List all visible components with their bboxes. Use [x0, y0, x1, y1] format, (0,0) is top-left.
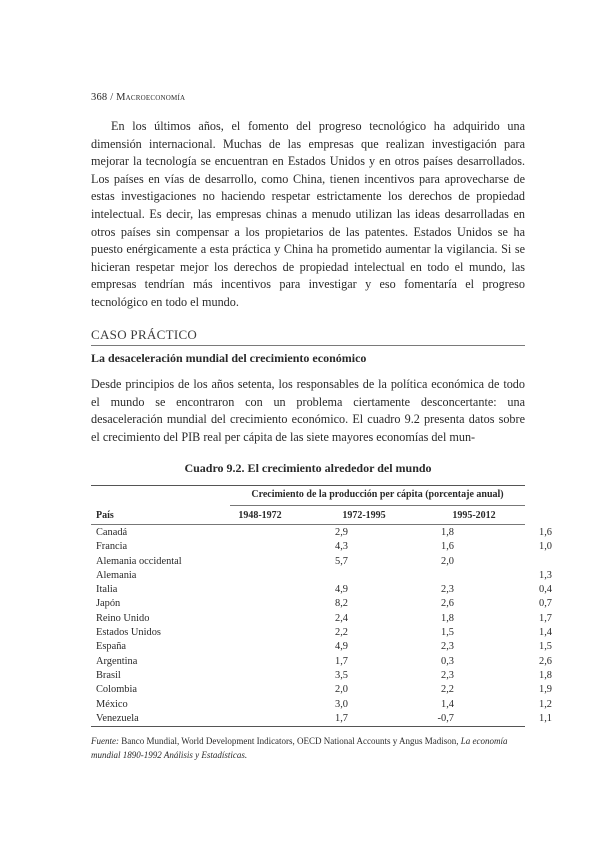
- cell-1948-1972: 2,9: [335, 527, 348, 538]
- cell-1995-2012: 1,1: [539, 712, 552, 724]
- cell-1995-2012: 1,4: [539, 627, 552, 639]
- cell-1948-1972: 1,7: [335, 712, 348, 724]
- cell-1995-2012: 1,3: [539, 569, 552, 581]
- running-header: [91, 92, 185, 103]
- table-title: Cuadro 9.2. El crecimiento alrededor del mundo: [184, 461, 432, 475]
- table-row: [96, 669, 552, 684]
- running-title: Macroeconomía: [116, 92, 186, 103]
- cell-1995-2012: 1,8: [539, 669, 552, 681]
- cell-1972-1995: 2,3: [441, 584, 454, 596]
- cell-1972-1995: 1,8: [441, 612, 454, 624]
- table-row: [96, 698, 552, 713]
- cell-country: Estados Unidos: [96, 627, 161, 639]
- cell-1948-1972: 8,2: [335, 598, 348, 610]
- cell-1972-1995: 1,5: [441, 627, 454, 639]
- section-subtitle: La desaceleración mundial del crecimiento económico: [91, 351, 367, 365]
- table-bottom-rule: [91, 726, 525, 727]
- table-row: [96, 527, 552, 541]
- cell-1995-2012: 1,7: [539, 612, 552, 624]
- cell-1948-1972: 4,3: [335, 541, 348, 553]
- cell-1995-2012: 1,5: [539, 641, 552, 653]
- table-row: [96, 655, 552, 670]
- cell-1948-1972: 4,9: [335, 584, 348, 596]
- col-header-1972-1995: 1972-1995: [342, 510, 386, 521]
- table-row: [96, 612, 552, 627]
- table-row: [96, 684, 552, 698]
- cell-1995-2012: 2,6: [539, 655, 552, 667]
- section-title: CASO PRÁCTICO: [91, 327, 198, 342]
- cell-1948-1972: 3,0: [335, 698, 348, 710]
- body-paragraph-1: En los últimos años, el fomento del progreso tecnológico ha adquirido una dimensión internacional. Muchas de las empresas que realizan investigación para mejorar la tecnología se encuentran en Estados Unidos y en otros países desarrollados. Los países en vías de desarrollo, como China, tienen incentivos para aprovecharse de estas investigaciones no haciendo respetar estrictamente los derechos de propiedad intelectual. Es decir, las empresas chinas a menudo utilizan las ideas desarrolladas en otros países sin compensar a los propietarios de las patentes. Estados Unidos se ha puesto enérgicamente a esta práctica y China ha prometido aumentar la vigilancia. Si se hicieran respetar mejor los derechos de propiedad intelectual en todo el mundo, las empresas tendrían más incentivos para investigar y eso fomentaría el progreso tecnológico en todo el mundo.: [91, 119, 525, 309]
- table-body: [96, 527, 552, 727]
- table-top-rule: [91, 485, 525, 486]
- cell-1948-1972: 3,5: [335, 669, 348, 681]
- cell-1948-1972: 2,0: [335, 684, 348, 696]
- cell-1972-1995: 2,3: [441, 669, 454, 681]
- cell-1972-1995: 1,8: [441, 527, 454, 538]
- cell-country: España: [96, 641, 127, 653]
- cell-country: Alemania occidental: [96, 555, 182, 567]
- cell-country: Venezuela: [96, 712, 139, 724]
- table-row: [96, 712, 552, 727]
- cell-1972-1995: 1,6: [441, 541, 454, 553]
- table-row: [96, 598, 552, 612]
- col-header-1995-2012: 1995-2012: [452, 510, 496, 521]
- table-group-header: Crecimiento de la producción per cápita (porcentaje anual): [251, 489, 504, 500]
- table-row: [96, 641, 552, 655]
- cell-1972-1995: -0,7: [437, 712, 454, 724]
- table-header-rule: [91, 524, 525, 525]
- table-row: [96, 627, 552, 641]
- cell-1972-1995: 2,6: [441, 598, 454, 610]
- cell-country: Brasil: [96, 669, 121, 681]
- header-separator: /: [110, 92, 114, 103]
- cell-1972-1995: 0,3: [441, 655, 454, 667]
- table-source-note: [91, 734, 525, 762]
- cell-1972-1995: 2,2: [441, 684, 454, 696]
- cell-1948-1972: 2,4: [335, 612, 348, 624]
- source-text: Banco Mundial, World Development Indicators, OECD National Accounts y Angus Madison,: [121, 736, 459, 746]
- table-group-rule: [230, 505, 525, 506]
- cell-country: Reino Unido: [96, 612, 150, 624]
- cell-1995-2012: 1,9: [539, 684, 552, 696]
- cell-1995-2012: 1,0: [539, 541, 552, 553]
- cell-1948-1972: 5,7: [335, 555, 348, 567]
- cell-1995-2012: 0,7: [539, 598, 552, 610]
- cell-1948-1972: 2,2: [335, 627, 348, 639]
- table-row: [96, 556, 525, 570]
- col-header-country: País: [96, 510, 114, 521]
- cell-country: Colombia: [96, 684, 137, 696]
- body-paragraph-2: Desde principios de los años setenta, los responsables de la política económica de todo el mundo se encontraron con un problema ciertamente desconcertante: una desaceleración mundial del crecimiento económico. El cuadro 9.2 presenta datos sobre el crecimiento del PIB real per cápita de las siete mayores economías del mun-: [91, 377, 525, 444]
- cell-1995-2012: 1,2: [539, 698, 552, 710]
- cell-1948-1972: 4,9: [335, 641, 348, 653]
- table-row: [96, 541, 552, 555]
- table-row: [96, 569, 552, 584]
- cell-country: México: [96, 698, 128, 710]
- cell-1972-1995: 2,0: [441, 555, 454, 567]
- cell-1995-2012: 1,6: [539, 527, 552, 538]
- cell-country: Argentina: [96, 655, 138, 667]
- page-number: 368: [91, 92, 108, 103]
- cell-1948-1972: 1,7: [335, 655, 348, 667]
- cell-1972-1995: 2,3: [441, 641, 454, 653]
- cell-country: Italia: [96, 584, 118, 596]
- cell-country: Canadá: [96, 527, 128, 538]
- cell-country: Francia: [96, 541, 128, 553]
- cell-country: Japón: [96, 598, 121, 610]
- section-divider: [91, 345, 525, 346]
- source-book-title: La economía mundial 1890-1992 Análisis y Estadísticas.: [91, 736, 508, 760]
- cell-1995-2012: 0,4: [539, 584, 552, 596]
- cell-country: Alemania: [96, 569, 137, 581]
- col-header-1948-1972: 1948-1972: [238, 510, 282, 521]
- source-label: Fuente:: [91, 736, 119, 746]
- cell-1972-1995: 1,4: [441, 698, 454, 710]
- table-row: [96, 584, 552, 598]
